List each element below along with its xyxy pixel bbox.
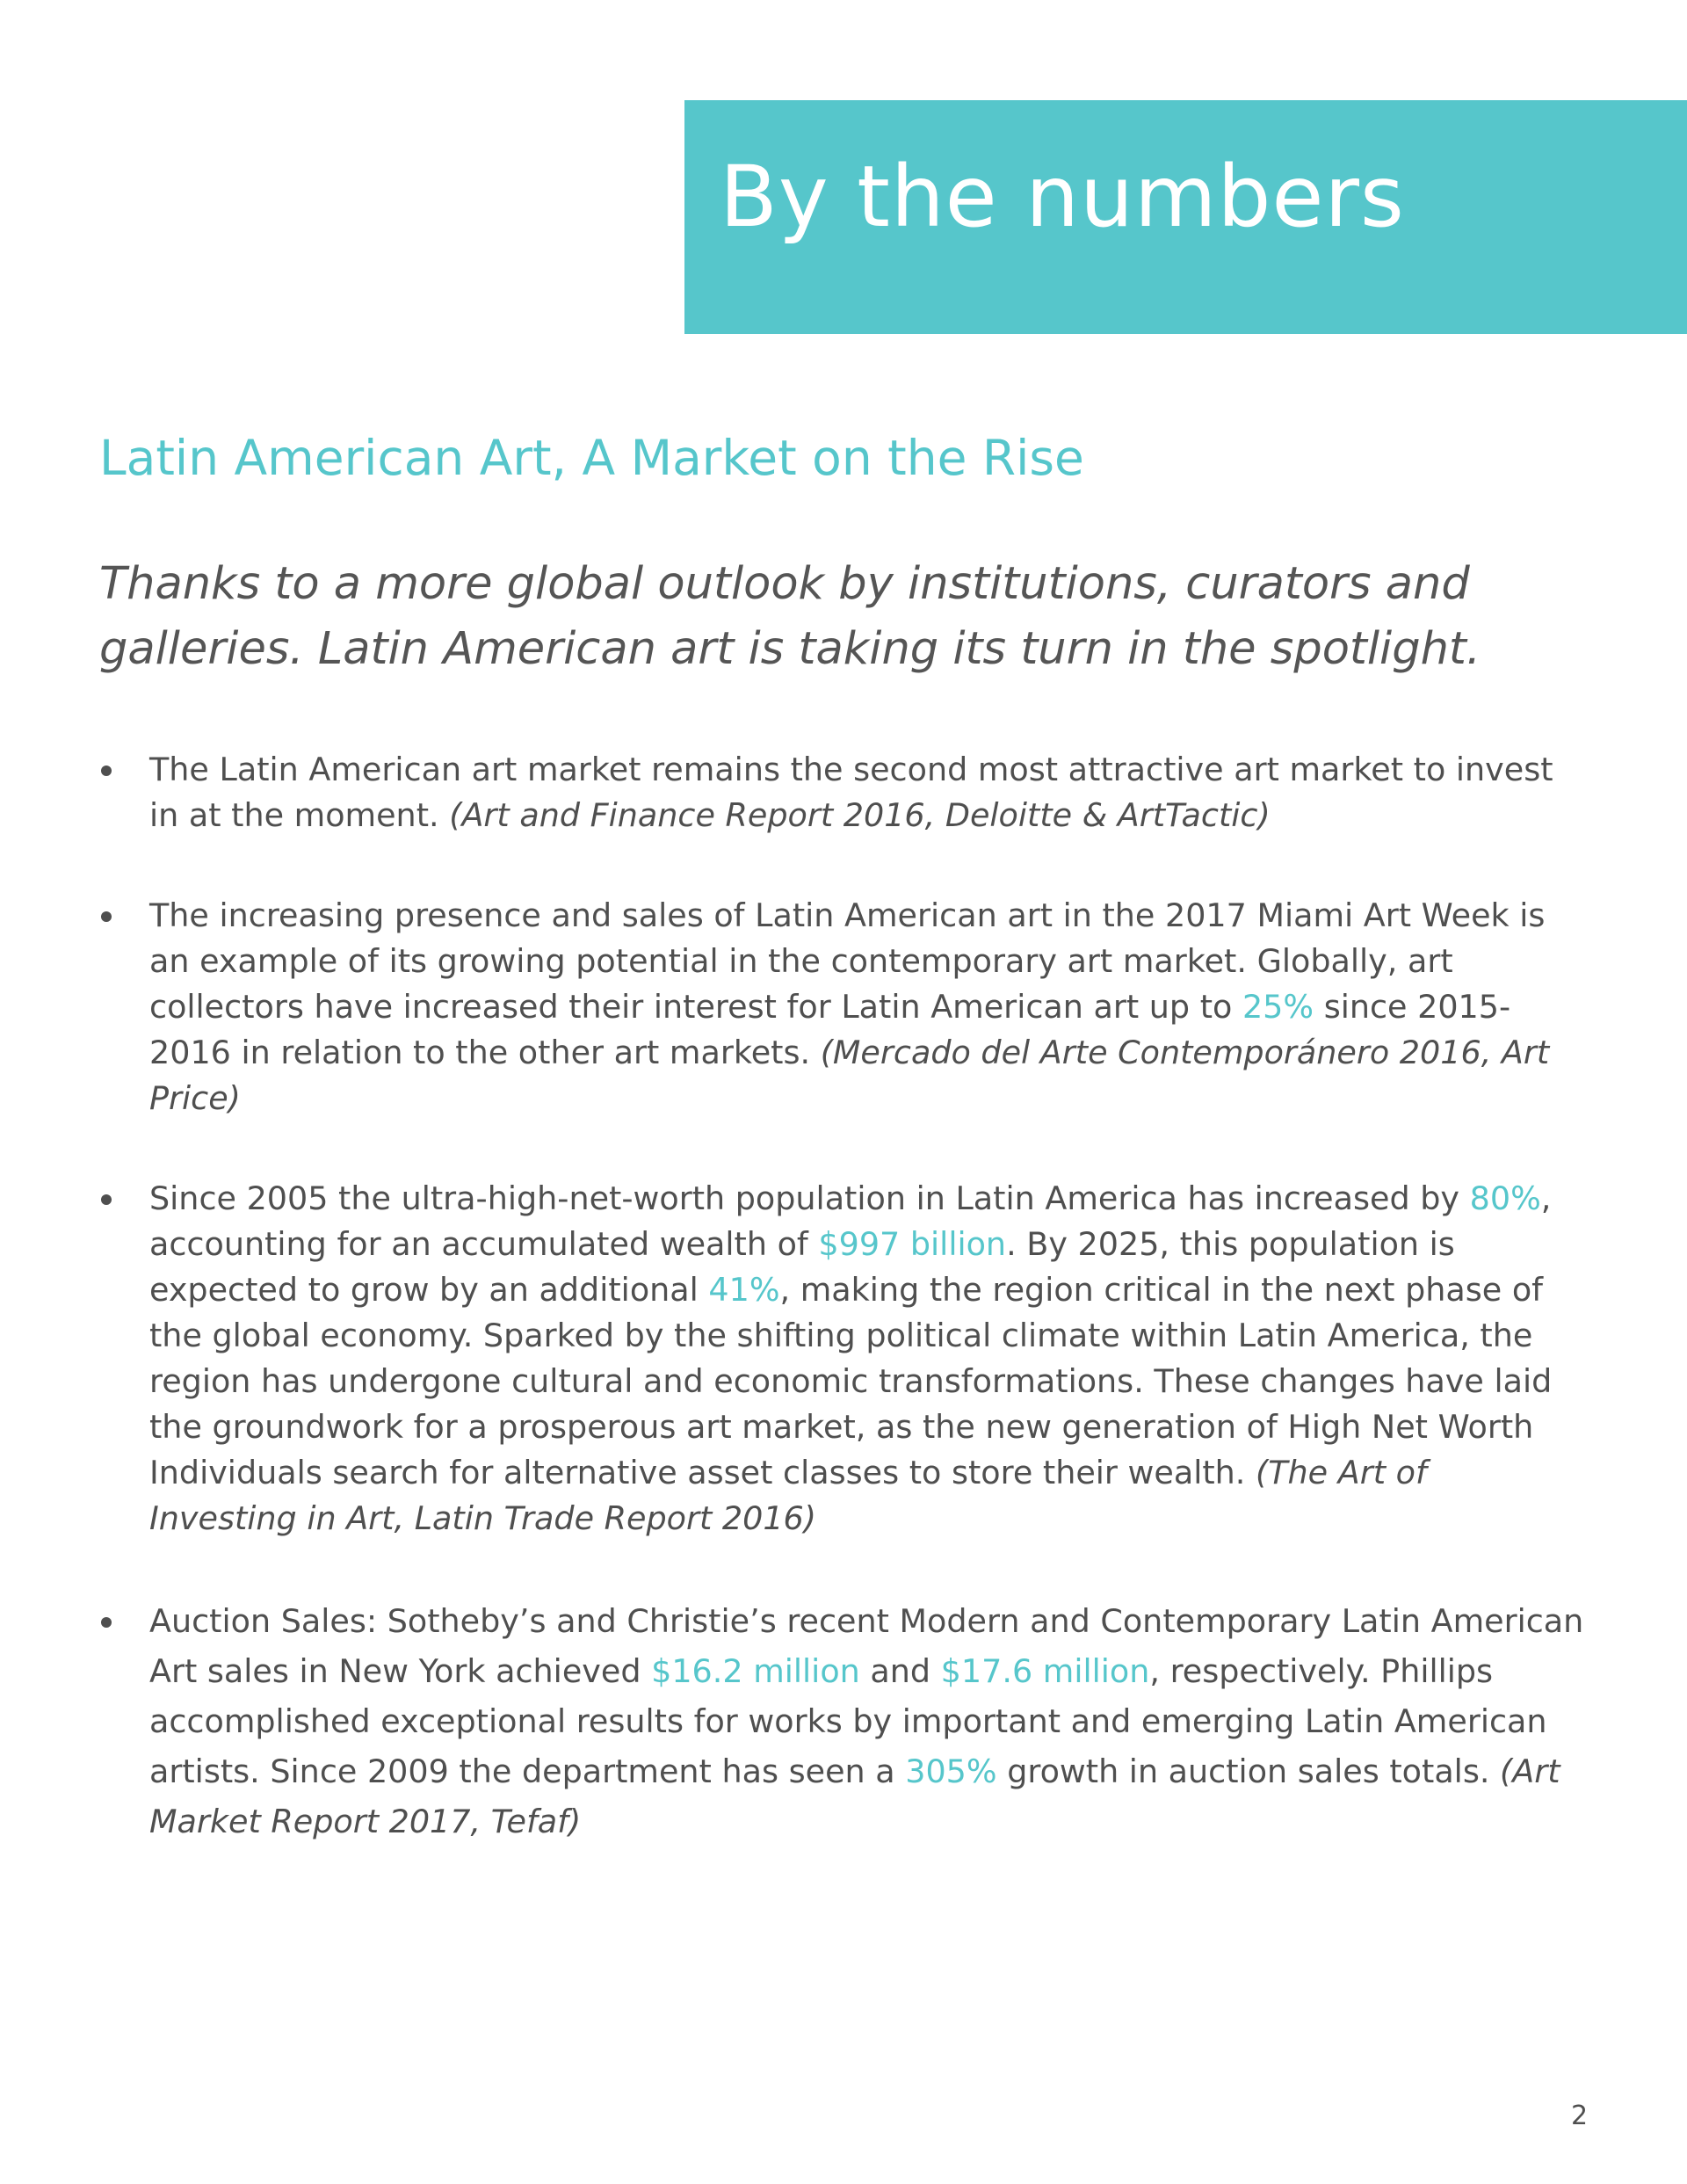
section-title: Latin American Art, A Market on the Rise (99, 430, 1084, 486)
bullet-text: and (859, 1652, 941, 1690)
header-banner (684, 100, 1687, 334)
bullet-text: The increasing presence and sales of Latin American art in the 2017 Miami Art Week is an example of its growing potential in the contemporary art market. Globally, art collectors have increased their interest for Latin American art up to (149, 896, 1546, 1026)
bullet-text: since 2015-2016 in relation to the other art markets. (149, 988, 1511, 1071)
bullet-text: , respectively. Phillips accomplished exceptional results for works by important and emerging Latin American artists. Since 2009 the department has seen a (149, 1652, 1547, 1790)
highlight-stat: 25% (1242, 988, 1314, 1026)
bullet-source: (Mercado del Arte Contemporánero 2016, Art Price) (149, 1034, 1550, 1117)
bullet-text: , making the region critical in the next phase of the global economy. Sparked by the shifting political climate within Latin America, the region has undergone cultural and economic transformations. These changes have laid the groundwork for a prosperous art market, as the new generation of High Net Worth Individuals search for alternative asset classes to store their wealth. (149, 1271, 1553, 1491)
bullet-source: (The Art of Investing in Art, Latin Trade Report 2016) (149, 1454, 1427, 1537)
bullet-text: , accounting for an accumulated wealth of (149, 1179, 1552, 1263)
bullet-text: Auction Sales: Sotheby’s and Christie’s recent Modern and Contemporary Latin American Art sales in New York achieved (149, 1602, 1584, 1690)
page-number: 2 (1571, 2101, 1589, 2131)
facts-list (99, 747, 1584, 1847)
list-item (99, 747, 1584, 838)
highlight-stat: $16.2 million (651, 1652, 860, 1690)
intro-paragraph: Thanks to a more global outlook by institutions, curators and galleries. Latin American art is taking its turn in the spotlight. (99, 558, 1481, 675)
bullet-text: . By 2025, this population is expected to grow by an additional (149, 1225, 1455, 1309)
highlight-stat: 305% (905, 1752, 997, 1790)
bullet-text: Since 2005 the ultra-high-net-worth population in Latin America has increased by (149, 1179, 1470, 1217)
list-item (99, 1176, 1584, 1542)
bullet-source: (Art Market Report 2017, Tefaf) (149, 1752, 1560, 1840)
bullet-source: (Art and Finance Report 2016, Deloitte & ArtTactic) (449, 796, 1271, 834)
bullet-text: The Latin American art market remains the second most attractive art market to invest in at the moment. (149, 751, 1553, 834)
highlight-stat: 80% (1469, 1179, 1541, 1217)
highlight-stat: $17.6 million (940, 1652, 1150, 1690)
list-item (99, 893, 1584, 1121)
banner-title: By the numbers (720, 148, 1405, 246)
list-item (99, 1596, 1584, 1847)
highlight-stat: 41% (708, 1271, 780, 1309)
highlight-stat: $997 billion (818, 1225, 1007, 1263)
bullet-text: growth in auction sales totals. (996, 1752, 1501, 1790)
